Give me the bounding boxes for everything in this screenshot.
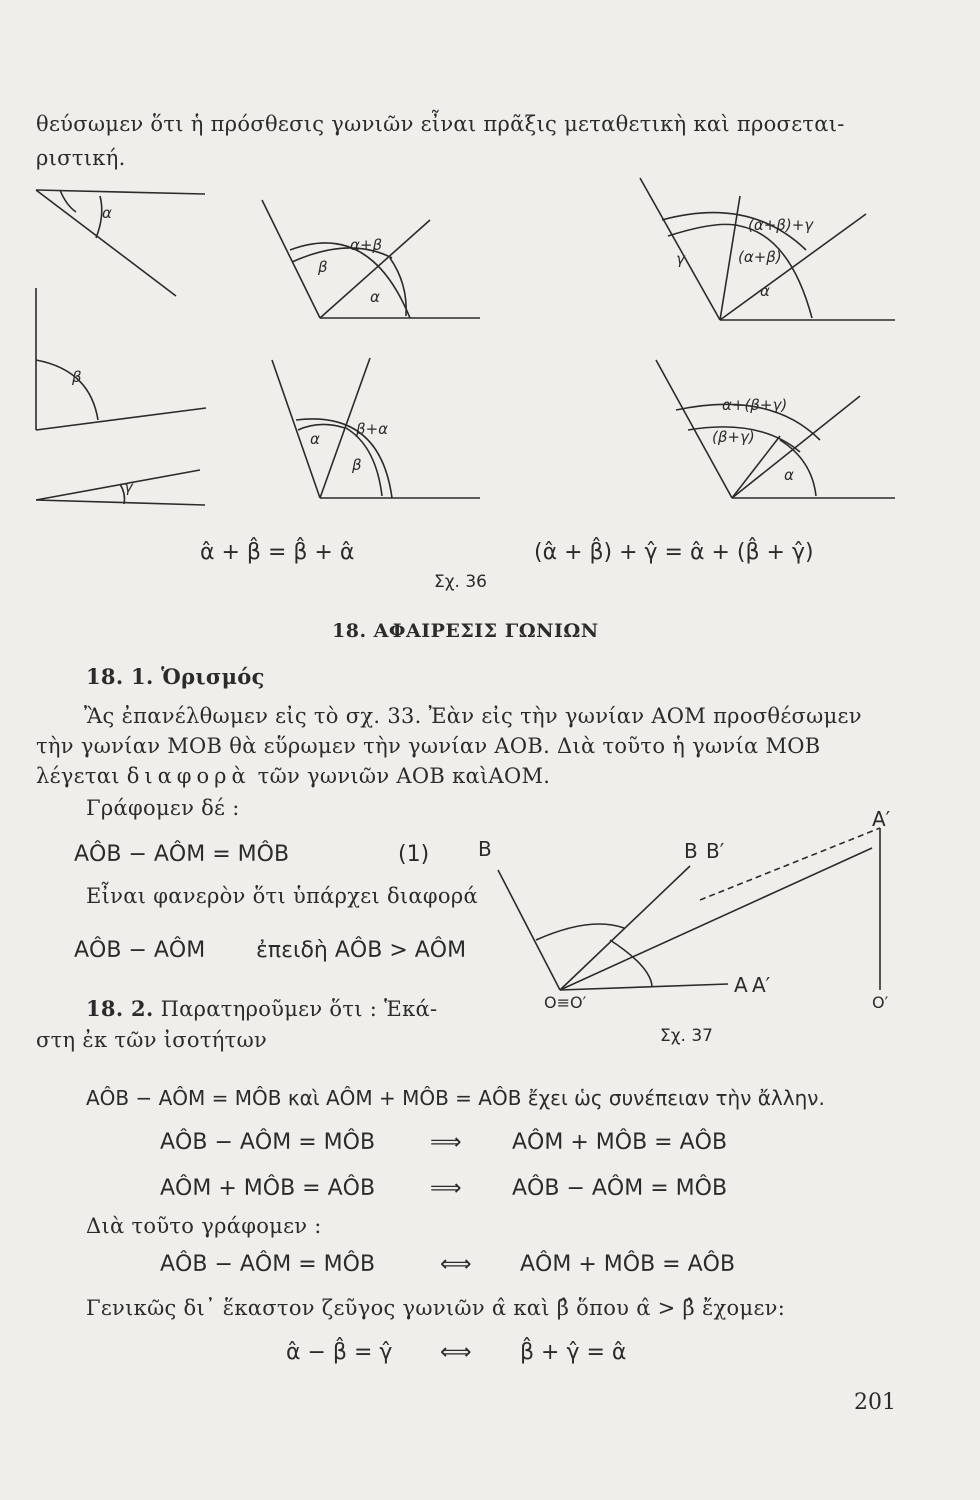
fig36-label-a-plus-b: α+β: [350, 236, 383, 254]
final-left: α̂ − β̂ = γ̂: [286, 1340, 393, 1365]
page-number: 201: [854, 1390, 896, 1415]
fig37-label-B: Β: [478, 837, 492, 861]
intro-line-1: θεύσωμεν ὅτι ἡ πρόσθεσις γωνιῶν εἶναι πρᾶξις μεταθετικὴ καὶ προσεται-: [36, 112, 845, 136]
equation-1-number: (1): [398, 842, 430, 867]
subsection-2-text-2: στη ἐκ τῶν ἰσοτήτων: [36, 1028, 268, 1052]
fig36-label-ab-g: (α+β)+γ: [748, 216, 814, 234]
equation-2-because: ἐπειδὴ ΑÔΒ > ΑÔΜ: [256, 938, 467, 963]
fig36-label-beta-mid: β: [318, 258, 328, 276]
fig37-arc: [610, 940, 652, 986]
para1-word-difference: διαφορὰ: [126, 764, 251, 788]
fig37-arc: [536, 924, 624, 940]
fig37-label-A: Α: [734, 973, 748, 997]
fig37-caption: Σχ. 37: [660, 1026, 714, 1046]
fig37-ray-OB: [498, 870, 560, 990]
exists-text: Εἶναι φανερὸν ὅτι ὑπάρχει διαφορά: [86, 884, 478, 908]
fig37-dashed: [700, 828, 880, 900]
equiv-arrow: ⟺: [440, 1252, 472, 1277]
para1-line1: Ἂς ἐπανέλθωμεν εἰς τὸ σχ. 33. Ἐὰν εἰς τὴν γωνίαν ΑΟΜ προσθέσωμεν: [84, 704, 862, 728]
subsection-2-title: 18. 2.: [86, 996, 154, 1021]
fig36-label-a-bg: α+(β+γ): [722, 396, 788, 414]
fig36-caption: Σχ. 36: [434, 572, 488, 592]
fig36-label-b-plus-a: β+α: [356, 420, 389, 438]
fig37-label-Op: Ο′: [872, 993, 889, 1012]
fig36-label-beta-low: β: [352, 456, 362, 474]
section-title: 18. ΑΦΑΙΡΕΣΙΣ ΓΩΝΙΩΝ: [332, 620, 599, 642]
fig36-label-ab: (α+β): [738, 248, 782, 266]
fig37-label-Ap: Α′: [752, 973, 771, 997]
therefore-text: Διὰ τοῦτο γράφομεν :: [86, 1214, 322, 1238]
impl1-right: ΑÔΜ + ΜÔΒ = ΑÔΒ: [512, 1130, 728, 1155]
fig36-formula-left: α̂ + β̂ = β̂ + α̂: [200, 540, 355, 565]
fig37-ray-OA: [560, 984, 728, 990]
equiv-left: ΑÔΒ − ΑÔΜ = ΜÔΒ: [160, 1252, 376, 1277]
general-text: Γενικῶς δι᾽ ἕκαστον ζεῦγος γωνιῶν α̂ καὶ β̂ ὅπου α̂ > β̂ ἔχομεν:: [86, 1296, 786, 1320]
equation-3: ΑÔΒ − ΑÔΜ = ΜÔΒ καὶ ΑÔΜ + ΜÔΒ = ΑÔΒ ἔχει ὡς συνέπειαν τὴν ἄλλην.: [86, 1086, 825, 1110]
fig37-label-B2: Β: [684, 839, 698, 863]
final-right: β̂ + γ̂ = α̂: [520, 1340, 627, 1365]
equation-2: ΑÔΒ − ΑÔΜ: [74, 938, 206, 963]
write-label: Γράφομεν δέ :: [86, 796, 240, 820]
impl1-left: ΑÔΒ − ΑÔΜ = ΜÔΒ: [160, 1130, 376, 1155]
fig37-label-Bp: Β′: [706, 839, 725, 863]
fig36-label-beta: β: [72, 368, 82, 386]
equation-1: ΑÔΒ − ΑÔΜ = ΜÔΒ: [74, 842, 290, 867]
intro-line-2: ριστική.: [36, 146, 126, 170]
para1-line3-end: τῶν γωνιῶν ΑΟΒ καὶΑΟΜ.: [257, 764, 551, 788]
subsection-2-text: Παρατηροῦμεν ὅτι : Ἑκά-: [160, 997, 438, 1021]
equiv-right: ΑÔΜ + ΜÔΒ = ΑÔΒ: [520, 1252, 736, 1277]
fig37-ray-OB2: [560, 866, 690, 990]
fig36-label-gamma: γ: [124, 478, 133, 496]
para1-word-called: λέγεται: [36, 764, 120, 788]
fig37-label-O: Ο≡Ο′: [544, 993, 587, 1012]
subsection-1-title: 18. 1. Ὁρισμός: [86, 664, 265, 689]
fig36-label-gamma-r: γ: [676, 250, 685, 268]
fig36-label-alpha-r: α: [760, 282, 770, 300]
fig37-label-Ap-top: Α′: [872, 807, 891, 831]
para1-line2: τὴν γωνίαν ΜΟΒ θὰ εὕρωμεν τὴν γωνίαν ΑΟΒ. Διὰ τοῦτο ἡ γωνία ΜΟΒ: [36, 734, 821, 758]
impl2-left: ΑÔΜ + ΜÔΒ = ΑÔΒ: [160, 1176, 376, 1201]
fig36-label-alpha-mid: α: [370, 288, 380, 306]
fig36-label-alpha: α: [102, 204, 112, 222]
impl1-arrow: ⟹: [430, 1130, 462, 1155]
final-arrow: ⟺: [440, 1340, 472, 1365]
fig36-label-alpha-r2: α: [784, 466, 794, 484]
fig36-formula-right: (α̂ + β̂) + γ̂ = α̂ + (β̂ + γ̂): [534, 540, 814, 565]
fig36-label-alpha-low: α: [310, 430, 320, 448]
impl2-right: ΑÔΒ − ΑÔΜ = ΜÔΒ: [512, 1176, 728, 1201]
fig36-label-bg: (β+γ): [712, 428, 755, 446]
impl2-arrow: ⟹: [430, 1176, 462, 1201]
fig37-ray-OM: [560, 848, 872, 990]
